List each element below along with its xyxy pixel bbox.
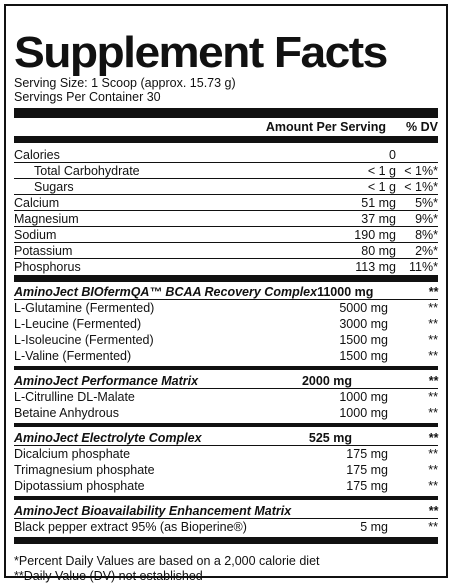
- blend-dv: **: [428, 373, 438, 388]
- nutrient-dv: 8%*: [415, 227, 438, 242]
- blend-item-dv: **: [428, 349, 438, 363]
- blend-header: [14, 503, 438, 519]
- panel-title: Supplement Facts: [14, 28, 387, 77]
- nutrient-dv: < 1%*: [404, 179, 438, 194]
- nutrient-dv: 9%*: [415, 211, 438, 226]
- nutrient-amount: 37 mg: [361, 211, 396, 226]
- nutrient-name: Calories: [14, 147, 60, 162]
- nutrient-list: [14, 147, 438, 275]
- blend-item-amount: 175 mg: [346, 479, 388, 493]
- nutrient-row: [14, 227, 438, 243]
- nutrient-name: Sugars: [34, 179, 74, 194]
- nutrient-row: [14, 211, 438, 227]
- blend-item-name: L-Glutamine (Fermented): [14, 301, 155, 315]
- nutrient-row: [14, 195, 438, 211]
- blend-item-dv: **: [428, 447, 438, 461]
- blend-item-name: Dipotassium phosphate: [14, 479, 145, 493]
- blend-item-dv: **: [428, 520, 438, 534]
- blend-item-name: Black pepper extract 95% (as Bioperine®): [14, 520, 247, 534]
- nutrient-name: Phosphorus: [14, 260, 81, 274]
- nutrient-amount: 190 mg: [354, 227, 396, 242]
- blend-name: AminoJect Electrolyte Complex: [14, 430, 202, 445]
- blend-item-amount: 5 mg: [360, 520, 388, 534]
- nutrient-name: Calcium: [14, 195, 60, 210]
- blend-item-amount: 5000 mg: [339, 301, 388, 315]
- blend-item-dv: **: [428, 390, 438, 404]
- blend-item-row: [14, 316, 438, 332]
- blend-item-amount: 3000 mg: [339, 317, 388, 331]
- thick-divider: [14, 108, 438, 118]
- blend-item-row: [14, 519, 438, 535]
- nutrient-amount: 0: [389, 147, 396, 162]
- nutrient-name: Total Carbohydrate: [34, 163, 140, 178]
- nutrient-divider: [14, 275, 438, 282]
- blend-divider: [14, 423, 438, 427]
- blend-item-row: [14, 446, 438, 462]
- nutrient-amount: 51 mg: [361, 195, 396, 210]
- footnote: **Daily Value (DV) not established: [14, 569, 203, 583]
- blend-name: AminoJect Performance Matrix: [14, 373, 199, 388]
- nutrient-row: [14, 163, 438, 179]
- nutrient-dv: 11%*: [409, 260, 438, 274]
- blend-item-amount: 175 mg: [346, 447, 388, 461]
- blend-item-dv: **: [428, 317, 438, 331]
- blend-item-dv: **: [428, 406, 438, 420]
- nutrient-dv: 5%*: [415, 195, 438, 210]
- nutrient-row: [14, 259, 438, 275]
- blend-item-dv: **: [428, 463, 438, 477]
- blend-item-row: [14, 300, 438, 316]
- blend-dv: **: [428, 430, 438, 445]
- nutrient-dv: < 1%*: [404, 163, 438, 178]
- serving-size: Serving Size: 1 Scoop (approx. 15.73 g): [14, 76, 236, 90]
- nutrient-row: [14, 147, 438, 163]
- footnote-divider: [14, 537, 438, 544]
- footnote: *Percent Daily Values are based on a 2,000 calorie diet: [14, 554, 320, 568]
- nutrient-name: Sodium: [14, 227, 57, 242]
- blend-item-amount: 1000 mg: [339, 390, 388, 404]
- blend-item-name: Betaine Anhydrous: [14, 406, 119, 420]
- header-divider: [14, 136, 438, 143]
- nutrient-name: Magnesium: [14, 211, 79, 226]
- blend-item-name: Dicalcium phosphate: [14, 447, 131, 461]
- supplement-facts-panel: [4, 4, 448, 583]
- blend-item-row: [14, 389, 438, 405]
- blend-divider: [14, 366, 438, 370]
- blend-item-row: [14, 478, 438, 494]
- nutrient-amount: 80 mg: [361, 243, 396, 258]
- nutrient-dv: 2%*: [415, 243, 438, 258]
- nutrient-amount: < 1 g: [367, 163, 396, 178]
- blend-item-amount: 1500 mg: [339, 333, 388, 347]
- nutrient-row: [14, 179, 438, 195]
- blend-item-row: [14, 332, 438, 348]
- blend-amount: 11000 mg: [317, 284, 374, 299]
- blend-item-amount: 1500 mg: [339, 349, 388, 363]
- amount-header: Amount Per Serving: [265, 120, 386, 134]
- blend-amount: 2000 mg: [301, 373, 352, 388]
- blend-item-amount: 175 mg: [346, 463, 388, 477]
- blend-item-dv: **: [428, 333, 438, 347]
- blend-item-dv: **: [428, 301, 438, 315]
- blend-header: [14, 373, 438, 389]
- blend-item-row: [14, 348, 438, 364]
- blend-item-name: L-Citrulline DL-Malate: [14, 390, 135, 404]
- blend-header: [14, 284, 438, 300]
- blend-item-row: [14, 462, 438, 478]
- blend-divider: [14, 496, 438, 500]
- blend-item-amount: 1000 mg: [339, 406, 388, 420]
- blend-item-name: L-Valine (Fermented): [14, 349, 132, 363]
- footnotes: [14, 554, 438, 584]
- blend-dv: **: [428, 503, 438, 518]
- blend-item-row: [14, 405, 438, 421]
- blend-dv: **: [428, 284, 438, 299]
- blend-amount: 525 mg: [308, 430, 352, 445]
- servings-per-container: Servings Per Container 30: [14, 90, 161, 104]
- blend-list: [14, 284, 438, 535]
- dv-header: % DV: [406, 120, 438, 134]
- blend-name: AminoJect Bioavailability Enhancement Matrix: [14, 503, 292, 518]
- column-header: [14, 118, 438, 136]
- nutrient-row: [14, 243, 438, 259]
- nutrient-amount: 113 mg: [355, 260, 396, 274]
- blend-item-dv: **: [428, 479, 438, 493]
- blend-item-name: L-Isoleucine (Fermented): [14, 333, 154, 347]
- nutrient-amount: < 1 g: [367, 179, 396, 194]
- blend-name: AminoJect BIOfermQA™ BCAA Recovery Complex: [14, 284, 318, 299]
- nutrient-name: Potassium: [14, 243, 73, 258]
- blend-item-name: Trimagnesium phosphate: [14, 463, 155, 477]
- blend-item-name: L-Leucine (Fermented): [14, 317, 142, 331]
- blend-header: [14, 430, 438, 446]
